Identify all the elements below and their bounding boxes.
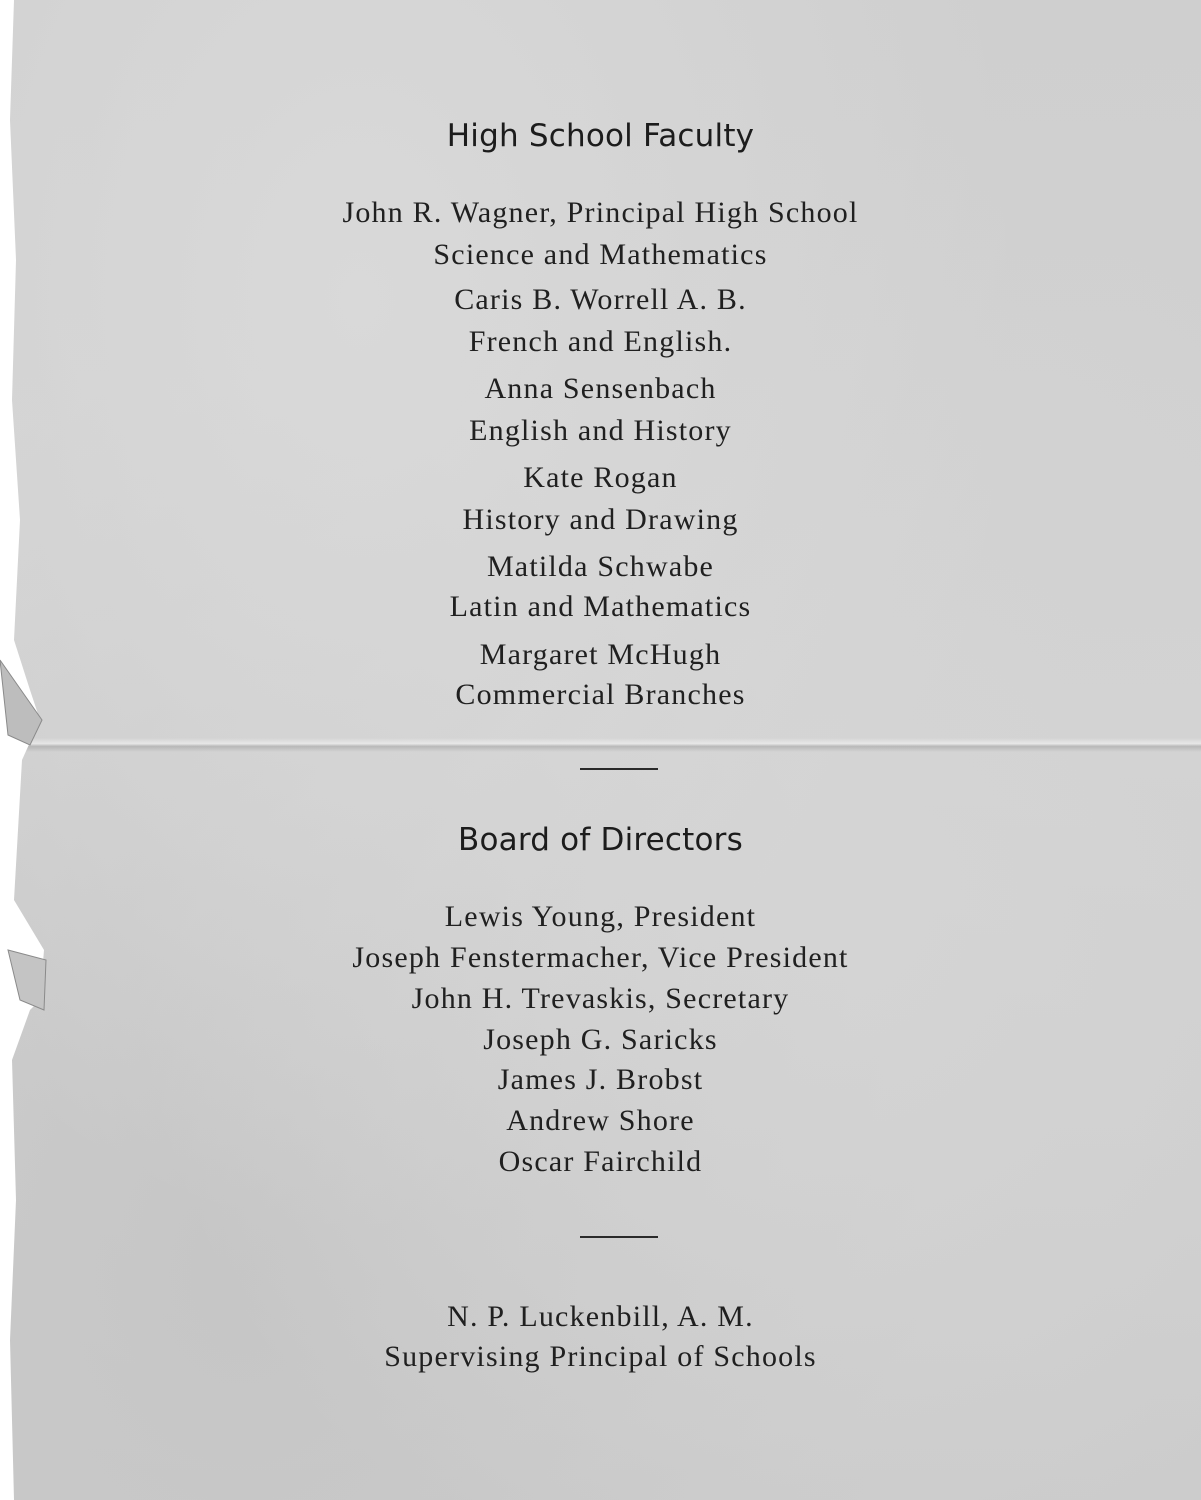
supervisor-name: N. P. Luckenbill, A. M. (447, 1300, 754, 1333)
board-line: Oscar Fairchild (498, 1145, 703, 1178)
board-heading: Board of Directors (458, 822, 743, 858)
board-line: Joseph Fenstermacher, Vice President (352, 941, 849, 974)
faculty-line: English and History (469, 414, 732, 447)
faculty-line: Kate Rogan (523, 461, 678, 494)
faculty-line: Science and Mathematics (433, 238, 768, 271)
supervisor-title: Supervising Principal of Schools (384, 1340, 817, 1373)
faculty-line: Anna Sensenbach (484, 372, 717, 405)
board-line: Lewis Young, President (444, 900, 757, 933)
faculty-line: Commercial Branches (455, 678, 746, 711)
faculty-line: John R. Wagner, Principal High School (342, 196, 859, 229)
faculty-line: French and English. (468, 325, 733, 358)
faculty-line: Latin and Mathematics (449, 590, 752, 623)
section-divider (580, 768, 658, 770)
faculty-line: Matilda Schwabe (486, 550, 715, 583)
faculty-line: Caris B. Worrell A. B. (454, 283, 747, 316)
board-line: Andrew Shore (506, 1104, 695, 1137)
section-divider (580, 1236, 658, 1238)
board-line: Joseph G. Saricks (483, 1023, 718, 1056)
board-line: James J. Brobst (497, 1063, 704, 1096)
faculty-line: History and Drawing (462, 503, 739, 536)
faculty-line: Margaret McHugh (479, 638, 722, 671)
paper-fold (0, 738, 1201, 752)
faculty-heading: High School Faculty (446, 118, 755, 154)
board-line: John H. Trevaskis, Secretary (411, 982, 790, 1015)
